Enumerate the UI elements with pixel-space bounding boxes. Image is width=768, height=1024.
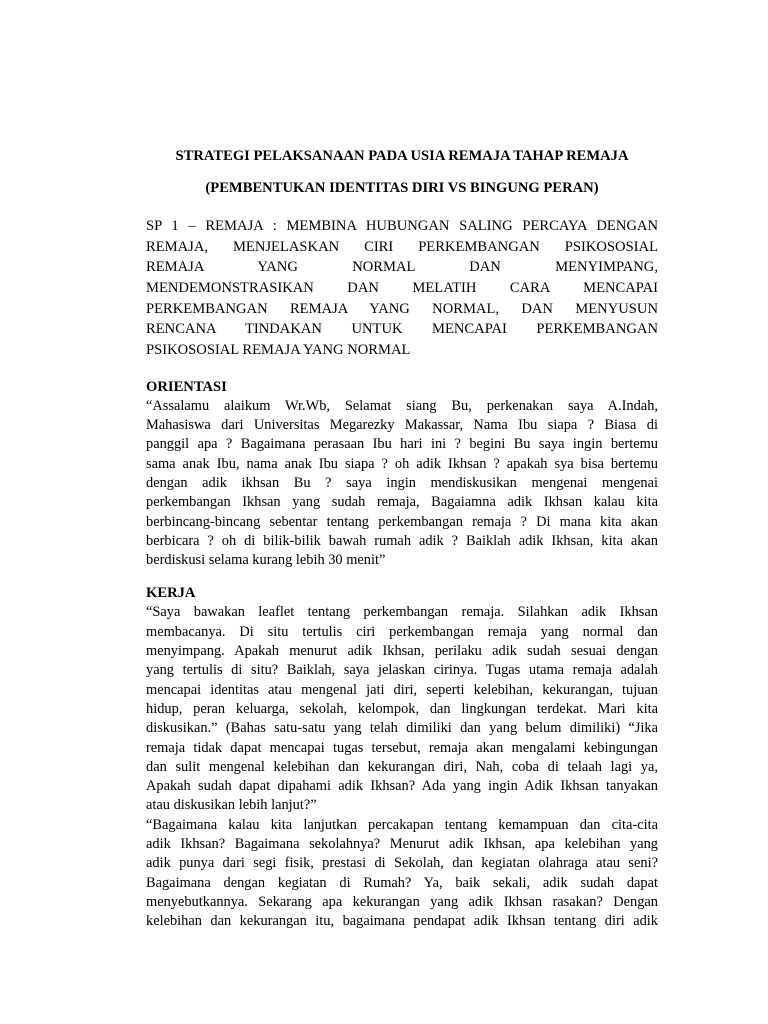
paragraph-line: panggil apa ? Bagaimana perasaan Ibu hari ini ? begini Bu saya ingin bertemu	[146, 436, 658, 453]
paragraph-line: Apakah sudah dapat dipahami adik Ikhsan? Ada yang ingin Adik Ikhsan tanyakan	[146, 778, 658, 795]
sp-heading-block	[146, 216, 658, 361]
paragraph-line: menyimpang. Apakah menurut adik Ikhsan, perilaku adik sudah sesuai dengan	[146, 643, 658, 660]
paragraph-line: berbicara ? oh di bilik-bilik bawah rumah adik ? Baiklah adik Ikhsan, kita akan	[146, 532, 658, 549]
paragraph-line: Bagaimana dengan kegiatan di Rumah? Ya, baik sekali, adik sudah dapat	[146, 874, 658, 891]
section-heading-orientasi: ORIENTASI	[146, 378, 227, 395]
paragraph-line: membacanya. Di situ tertulis ciri perkembangan remaja yang normal dan	[146, 623, 658, 640]
sp-heading-line: PERKEMBANGAN REMAJA YANG NORMAL, DAN MENYUSUN	[146, 300, 658, 317]
sp-heading-line: REMAJA YANG NORMAL DAN MENYIMPANG,	[146, 259, 658, 276]
sp-heading-line: SP 1 – REMAJA : MEMBINA HUBUNGAN SALING PERCAYA DENGAN	[146, 218, 658, 234]
paragraph-line: diskusikan.” (Bahas satu-satu yang telah dimiliki dan yang belum dimiliki) “Jika	[146, 720, 658, 737]
paragraph-line: Mahasiswa dari Universitas Megarezky Makassar, Nama Ibu siapa ? Biasa di	[146, 417, 658, 434]
paragraph-line: adik punya dari segi fisik, prestasi di Sekolah, dan kegiatan olahraga atau seni?	[146, 855, 658, 872]
paragraph-line: hidup, peran keluarga, sekolah, kelompok, dan lingkungan terdekat. Mari kita	[146, 700, 658, 717]
paragraph-line: dengan adik ikhsan Bu ? saya ingin mendiskusikan mengenai mengenai	[146, 475, 658, 491]
paragraph-line: adik Ikhsan? Bagaimana sekolahnya? Menurut adik Ikhsan, apa kelebihan yang	[146, 836, 658, 853]
paragraph-line: “Assalamu alaikum Wr.Wb, Selamat siang Bu, perkenakan saya A.Indah,	[146, 397, 658, 414]
paragraph-line: sama anak Ibu, nama anak Ibu siapa ? oh adik Ikhsan ? apakah sya bisa bertemu	[146, 455, 658, 472]
paragraph-line: atau diskusikan lebih lanjut?”	[146, 797, 317, 814]
sp-heading-line: PSIKOSOSIAL REMAJA YANG NORMAL	[146, 342, 411, 359]
paragraph-line: kelebihan dan kekurangan itu, bagaimana pendapat adik Ikhsan tentang diri adik	[146, 913, 658, 930]
paragraph-line: berbincang-bincang sebentar tentang perkembangan remaja ? Di mana kita akan	[146, 513, 658, 530]
sp-heading-line: MENDEMONSTRASIKAN DAN MELATIH CARA MENCAPAI	[146, 280, 658, 297]
paragraph-line: perkembangan Ikhsan yang sudah remaja, Bagaiamna adik Ikhsan kalau kita	[146, 494, 658, 511]
paragraph-line: “Saya bawakan leaflet tentang perkembangan remaja. Silahkan adik Ikhsan	[146, 604, 658, 621]
document-page	[146, 146, 658, 932]
document-title: STRATEGI PELAKSANAAN PADA USIA REMAJA TAHAP REMAJA	[175, 148, 629, 164]
paragraph-line: mencapai identitas atau mengenal jati diri, seperti kelebihan, kekurangan, tujuan	[146, 681, 658, 698]
section-heading-kerja: KERJA	[146, 585, 196, 602]
orientasi-paragraph	[146, 397, 658, 571]
paragraph-line: remaja tidak dapat mencapai tugas tersebut, remaja akan mengalami kebingungan	[146, 739, 658, 756]
paragraph-line: berdiskusi selama kurang lebih 30 menit”	[146, 552, 386, 569]
sp-heading-line: REMAJA, MENJELASKAN CIRI PERKEMBANGAN PSIKOSOSIAL	[146, 238, 658, 255]
paragraph-line: “Bagaimana kalau kita lanjutkan percakapan tentang kemampuan dan cita-cita	[146, 816, 658, 833]
sp-heading-line: RENCANA TINDAKAN UNTUK MENCAPAI PERKEMBANGAN	[146, 321, 658, 338]
paragraph-line: yang tertulis di situ? Baiklah, saya jelaskan cirinya. Tugas utama remaja adalah	[146, 662, 658, 679]
kerja-paragraph-2	[146, 816, 658, 932]
kerja-paragraph-1	[146, 603, 658, 815]
paragraph-line: dan sulit mengenal kelebihan dan kekurangan diri, Nah, coba di telaah lagi ya,	[146, 758, 658, 775]
document-subtitle: (PEMBENTUKAN IDENTITAS DIRI VS BINGUNG PERAN)	[205, 180, 599, 196]
paragraph-line: menyebutkannya. Sekarang apa kekurangan yang adik Ikhsan rasakan? Dengan	[146, 893, 658, 910]
